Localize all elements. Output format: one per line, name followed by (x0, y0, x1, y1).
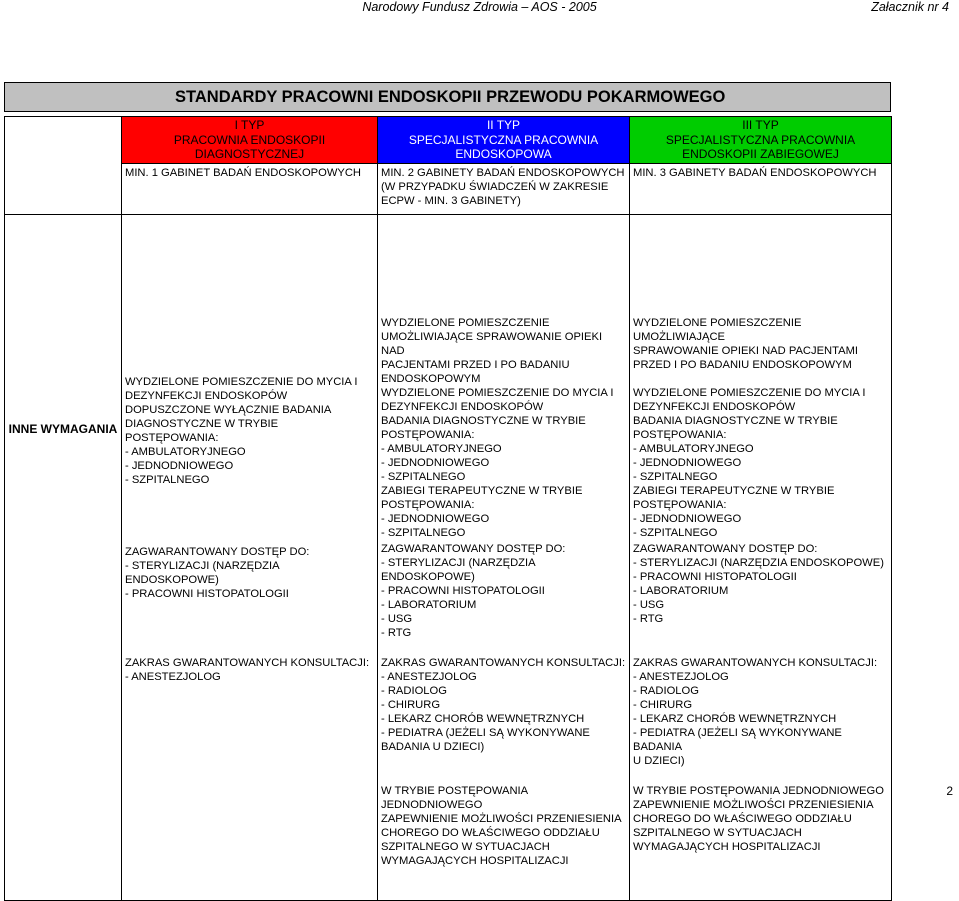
t1-transfer (122, 770, 378, 901)
type-3-requirements (630, 215, 892, 643)
type-2-header (378, 117, 630, 164)
t3-transfer: W TRYBIE POSTĘPOWANIA JEDNODNIOWEGO ZAPEWNIENIE MOŻLIWOŚCI PRZENIESIENIA CHOREGO DO WŁAŚCIWEGO ODDZIAŁU SZPITALNEGO W SYTUACJACH WYMAGAJĄCYCH HOSPITALIZACJI (630, 770, 892, 901)
type-2-line2: SPECJALISTYCZNA PRACOWNIA (408, 132, 599, 147)
min-row-label (5, 164, 122, 215)
type-header-row (5, 117, 892, 164)
inne-wymagania-label: INNE WYMAGANIA (5, 215, 122, 643)
page-number: 2 (946, 784, 953, 798)
type-2-label: II TYP (486, 118, 521, 133)
type-3-line2: SPECJALISTYCZNA PRACOWNIA (665, 132, 856, 147)
t1-access: ZAGWARANTOWANY DOSTĘP DO: - STERYLIZACJI (NARZĘDZIA ENDOSKOPOWE) - PRACOWNI HISTOPATOLOGII (125, 546, 310, 600)
type-2-line3: ENDOSKOPOWA (455, 147, 552, 162)
type-3-header (630, 117, 892, 164)
title-bar (4, 82, 891, 112)
min-type-1: MIN. 1 GABINET BADAŃ ENDOSKOPOWYCH (122, 164, 378, 215)
min-type-3: MIN. 3 GABINETY BADAŃ ENDOSKOPOWYCH (630, 164, 892, 215)
t1-consultations: ZAKRAS GWARANTOWANYCH KONSULTACJI: - ANESTEZJOLOG (122, 642, 378, 770)
t2-cleaning-room: WYDZIELONE POMIESZCZENIE DO MYCIA I DEZYNFEKCJI ENDOSKOPÓW (381, 387, 614, 413)
t2-consultations: ZAKRAS GWARANTOWANYCH KONSULTACJI: - ANESTEZJOLOG - RADIOLOG - CHIRURG - LEKARZ CHORÓB WEWNĘTRZNYCH - PEDIATRA (JEŻELI SĄ WYKONYWANE BADANIA U DZIECI) (378, 642, 630, 770)
type-1-requirements (122, 215, 378, 643)
consultations-row (5, 642, 892, 770)
requirements-row (5, 215, 892, 643)
transfer-row (5, 770, 892, 901)
t3-care-room: WYDZIELONE POMIESZCZENIE UMOŻLIWIAJĄCE SPRAWOWANIE OPIEKI NAD PACJENTAMI PRZED I PO BADANIU ENDOSKOPOWYM (633, 317, 859, 371)
empty-corner (5, 117, 122, 164)
type-2-requirements (378, 215, 630, 643)
min-cabinets-row (5, 164, 892, 215)
type-1-header (122, 117, 378, 164)
type-3-line3: ENDOSKOPII ZABIEGOWEJ (682, 147, 839, 162)
type-1-label: I TYP (234, 118, 265, 133)
t3-cleaning-room: WYDZIELONE POMIESZCZENIE DO MYCIA I DEZYNFEKCJI ENDOSKOPÓW (633, 387, 866, 413)
consultations-row-label (5, 642, 122, 770)
page-title: STANDARDY PRACOWNI ENDOSKOPII PRZEWODU POKARMOWEGO (175, 88, 726, 106)
min-type-2: MIN. 2 GABINETY BADAŃ ENDOSKOPOWYCH (W PRZYPADKU ŚWIADCZEŃ W ZAKRESIE ECPW - MIN. 3 GABINETY) (378, 164, 630, 215)
t2-procedures: BADANIA DIAGNOSTYCZNE W TRYBIE POSTĘPOWANIA: - AMBULATORYJNEGO - JEDNODNIOWEGO - SZPITALNEGO ZABIEGI TERAPEUTYCZNE W TRYBIE POSTĘPOWANIA: - JEDNODNIOWEGO - SZPITALNEGO (381, 415, 586, 539)
t2-transfer: W TRYBIE POSTĘPOWANIA JEDNODNIOWEGO ZAPEWNIENIE MOŻLIWOŚCI PRZENIESIENIA CHOREGO DO WŁAŚCIWEGO ODDZIAŁU SZPITALNEGO W SYTUACJACH WYMAGAJĄCYCH HOSPITALIZACJI (378, 770, 630, 901)
type-3-label: III TYP (742, 118, 779, 133)
standards-table (4, 116, 892, 901)
t1-cleaning-room: WYDZIELONE POMIESZCZENIE DO MYCIA I DEZYNFEKCJI ENDOSKOPÓW (125, 376, 358, 402)
t1-procedures: DOPUSZCZONE WYŁĄCZNIE BADANIA DIAGNOSTYCZNE W TRYBIE POSTĘPOWANIA: - AMBULATORYJNEGO - JEDNODNIOWEGO - SZPITALNEGO (125, 404, 332, 486)
transfer-row-label (5, 770, 122, 901)
t3-procedures: BADANIA DIAGNOSTYCZNE W TRYBIE POSTĘPOWANIA: - AMBULATORYJNEGO - JEDNODNIOWEGO - SZPITALNEGO ZABIEGI TERAPEUTYCZNE W TRYBIE POSTĘPOWANIA: - JEDNODNIOWEGO - SZPITALNEGO (633, 415, 838, 539)
attachment-label: Załacznik nr 4 (871, 0, 949, 14)
t3-consultations: ZAKRAS GWARANTOWANYCH KONSULTACJI: - ANESTEZJOLOG - RADIOLOG - CHIRURG - LEKARZ CHORÓB WEWNĘTRZNYCH - PEDIATRA (JEŻELI SĄ WYKONYWANE BADANIA U DZIECI) (630, 642, 892, 770)
t3-access: ZAGWARANTOWANY DOSTĘP DO: - STERYLIZACJI (NARZĘDZIA ENDOSKOPOWE) - PRACOWNI HISTOPATOLOGII - LABORATORIUM - USG - RTG (633, 543, 884, 625)
t2-care-room: WYDZIELONE POMIESZCZENIE UMOŻLIWIAJĄCE SPRAWOWANIE OPIEKI NAD PACJENTAMI PRZED I PO BADANIU ENDOSKOPOWYM (381, 317, 603, 385)
type-1-line2: PRACOWNIA ENDOSKOPII (173, 132, 326, 147)
document-header: Narodowy Fundusz Zdrowia – AOS - 2005 (362, 0, 597, 14)
type-1-line3: DIAGNOSTYCZNEJ (194, 147, 305, 162)
t2-access: ZAGWARANTOWANY DOSTĘP DO: - STERYLIZACJI (NARZĘDZIA ENDOSKOPOWE) - PRACOWNI HISTOPATOLOGII - LABORATORIUM - USG - RTG (381, 543, 566, 639)
